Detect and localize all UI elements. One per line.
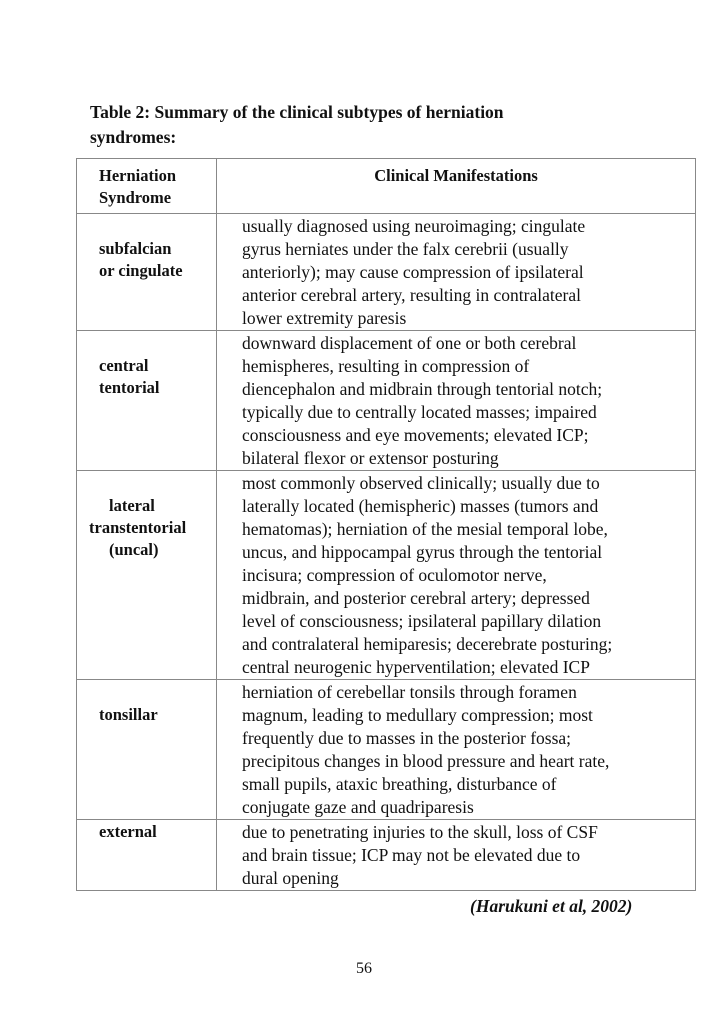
syndrome-line: (uncal) [109, 540, 159, 559]
manifestation-line: typically due to centrally located masses; impaired [242, 402, 597, 422]
manifestation-cell [217, 680, 696, 820]
manifestation-line: usually diagnosed using neuroimaging; cingulate [242, 216, 586, 236]
citation: (Harukuni et al, 2002) [470, 896, 633, 916]
header-syndrome [77, 159, 217, 214]
syndrome-line: or cingulate [99, 261, 183, 280]
table-header-row [77, 159, 696, 214]
syndrome-line: tonsillar [99, 705, 158, 724]
manifestation-line: small pupils, ataxic breathing, disturbance of [242, 774, 557, 794]
manifestation-line: magnum, leading to medullary compression; most [242, 705, 593, 725]
syndrome-line: subfalcian [99, 239, 172, 258]
syndrome-cell [77, 680, 217, 820]
syndrome-line: tentorial [99, 378, 160, 397]
table-caption [90, 100, 690, 150]
manifestation-line: and contralateral hemiparesis; decerebrate posturing; [242, 634, 613, 654]
manifestation-line: midbrain, and posterior cerebral artery; depressed [242, 588, 590, 608]
manifestation-cell [217, 331, 696, 471]
manifestation-line: level of consciousness; ipsilateral papillary dilation [242, 611, 602, 631]
manifestation-line: laterally located (hemispheric) masses (tumors and [242, 496, 599, 516]
table-row [77, 471, 696, 680]
manifestation-line: conjugate gaze and quadriparesis [242, 797, 474, 817]
caption-line-1: Table 2: Summary of the clinical subtypes of herniation [90, 102, 504, 122]
syndrome-cell [77, 820, 217, 891]
manifestation-line: central neurogenic hyperventilation; elevated ICP [242, 657, 590, 677]
manifestation-line: precipitous changes in blood pressure and heart rate, [242, 751, 610, 771]
manifestation-line: dural opening [242, 868, 339, 888]
manifestation-line: hematomas); herniation of the mesial temporal lobe, [242, 519, 608, 539]
syndrome-line: lateral [109, 496, 155, 515]
manifestation-line: most commonly observed clinically; usually due to [242, 473, 600, 493]
herniation-table [76, 158, 696, 891]
manifestation-cell [217, 820, 696, 891]
page-number: 56 [356, 960, 372, 977]
manifestation-line: hemispheres, resulting in compression of [242, 356, 530, 376]
manifestation-line: gyrus herniates under the falx cerebrii (usually [242, 239, 569, 259]
manifestation-line: frequently due to masses in the posterior fossa; [242, 728, 572, 748]
manifestation-line: diencephalon and midbrain through tentorial notch; [242, 379, 603, 399]
manifestation-line: anterior cerebral artery, resulting in contralateral [242, 285, 581, 305]
header-syndrome-line-2: Syndrome [99, 188, 172, 207]
table-row [77, 331, 696, 471]
manifestation-line: bilateral flexor or extensor posturing [242, 448, 499, 468]
header-manifestations: Clinical Manifestations [217, 159, 696, 214]
manifestation-line: and brain tissue; ICP may not be elevated due to [242, 845, 581, 865]
manifestation-line: incisura; compression of oculomotor nerve, [242, 565, 547, 585]
manifestation-line: consciousness and eye movements; elevated ICP; [242, 425, 589, 445]
header-syndrome-line-1: Herniation [99, 166, 176, 185]
syndrome-line: central [99, 356, 149, 375]
table-row [77, 820, 696, 891]
manifestation-line: lower extremity paresis [242, 308, 407, 328]
syndrome-cell [77, 331, 217, 471]
manifestation-line: uncus, and hippocampal gyrus through the tentorial [242, 542, 603, 562]
syndrome-cell [77, 214, 217, 331]
manifestation-line: anteriorly); may cause compression of ipsilateral [242, 262, 584, 282]
manifestation-line: due to penetrating injuries to the skull, loss of CSF [242, 822, 598, 842]
syndrome-line: external [99, 822, 157, 841]
syndrome-cell [77, 471, 217, 680]
manifestation-line: downward displacement of one or both cerebral [242, 333, 577, 353]
table-row [77, 214, 696, 331]
manifestation-cell [217, 471, 696, 680]
manifestation-cell [217, 214, 696, 331]
table-row [77, 680, 696, 820]
syndrome-line: transtentorial [89, 518, 187, 537]
manifestation-line: herniation of cerebellar tonsils through foramen [242, 682, 577, 702]
caption-line-2: syndromes: [90, 127, 177, 147]
